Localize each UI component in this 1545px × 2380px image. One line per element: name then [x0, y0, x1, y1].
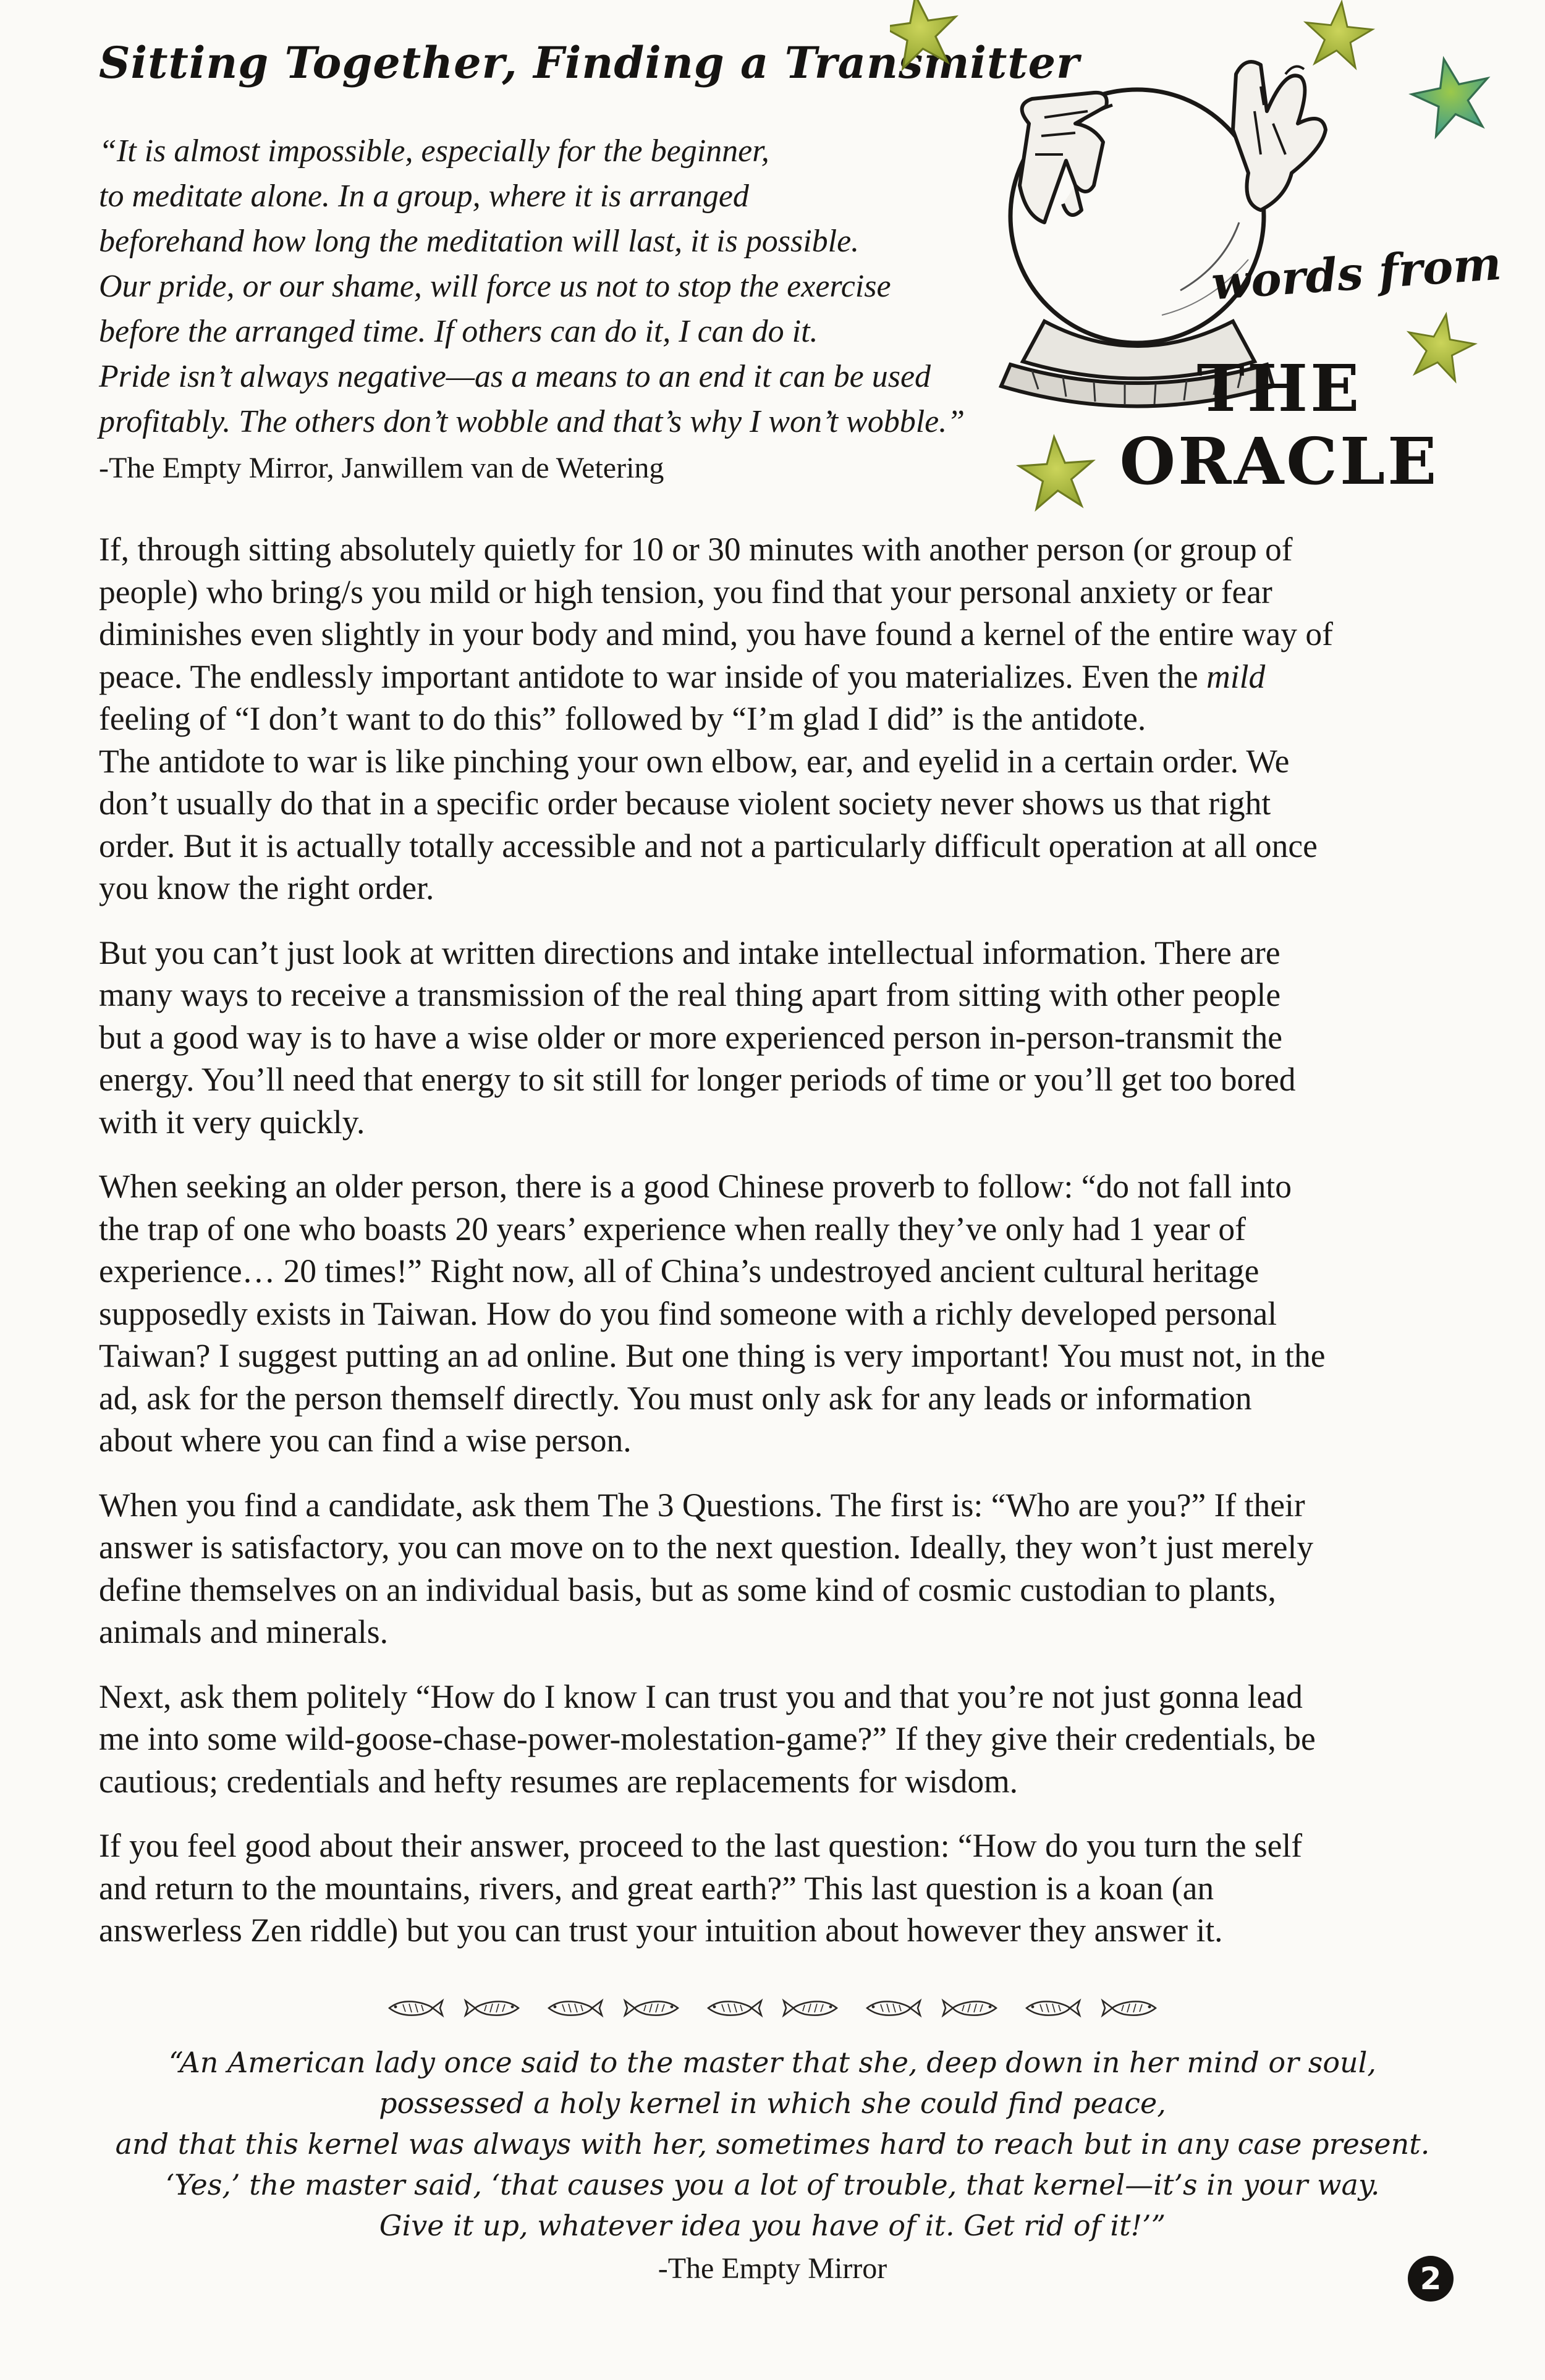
fish-icon	[941, 1994, 1002, 2022]
paragraph: When you find a candidate, ask them The 3 Questions. The first is: “Who are you?” If their answer is satisfactory, you can move on to the next question. Ideally, they won’t just merely define themselves on an individual basis, but as some kind of cosmic custodian to plants, animals and minerals.	[99, 1486, 1314, 1650]
article-body	[99, 528, 1446, 1974]
quote-line: profitably. The others don’t wobble and that’s why I won’t wobble.”	[99, 404, 965, 439]
oracle-heading-line: ORACLE	[1119, 423, 1439, 499]
paragraph: If, through sitting absolutely quietly for 10 or 30 minutes with another person (or group of people) who bring/s you mild or high tension, you find that your personal anxiety or fear diminishes even slightly in your body and mind, you have found a kernel of the entire way of peace. The endlessly important antidote to war inside of you materializes. Even the mild feeling of “I don’t want to do this” followed by “I’m glad I did” is the antidote.	[99, 531, 1333, 737]
fish-icon	[383, 1994, 445, 2022]
quote-attribution: -The Empty Mirror, Janwillem van de Wetering	[99, 452, 664, 484]
star-icon	[1017, 434, 1096, 510]
fish-icon	[781, 1994, 843, 2022]
quote-attribution: -The Empty Mirror	[658, 2252, 887, 2285]
paragraph: Next, ask them politely “How do I know I can trust you and that you’re not just gonna lead me into some wild-goose-chase-power-molestation-game?” If they give their credentials, be cautious; credentials and hefty resumes are replacements for wisdom.	[99, 1677, 1316, 1800]
quote-line: beforehand how long the meditation will last, it is possible.	[99, 224, 860, 259]
fish-icon	[861, 1994, 923, 2022]
fish-icon	[1100, 1994, 1162, 2022]
star-icon	[890, 0, 962, 70]
paragraph: If you feel good about their answer, proceed to the last question: “How do you turn the self and return to the mountains, rivers, and great earth?” This last question is a koan (an answerless Zen riddle) but you can trust your intuition about however they answer it.	[99, 1827, 1303, 1949]
quote-line: and that this kernel was always with her, sometimes hard to reach but in any case present.	[115, 2127, 1430, 2161]
fish-icon	[622, 1994, 684, 2022]
paragraph: But you can’t just look at written directions and intake intellectual information. There are many ways to receive a transmission of the real thing apart from sitting with other people but a good way is to have a wise older or more experienced person in-person-transmit the energy. You’ll need that energy to sit still for longer periods of time or you’ll get too bored with it very quickly.	[99, 934, 1296, 1141]
quote-line: before the arranged time. If others can do it, I can do it.	[99, 314, 818, 349]
fish-icon	[1020, 1994, 1082, 2022]
quote-line: ‘Yes,’ the master said, ‘that causes you a lot of trouble, that kernel—it’s in your way.	[165, 2168, 1380, 2201]
quote-line: Our pride, or our shame, will force us not to stop the exercise	[99, 269, 891, 304]
star-icon	[1302, 0, 1375, 69]
fish-icon	[702, 1994, 764, 2022]
star-icon	[1406, 51, 1497, 139]
opening-quote	[99, 129, 976, 491]
quote-line: Give it up, whatever idea you have of it. Get rid of it!’”	[379, 2209, 1166, 2242]
paragraph: When seeking an older person, there is a good Chinese proverb to follow: “do not fall into the trap of one who boasts 20 years’ experience when really they’ve only had 1 year of experience… 20 times!” Right now, all of China’s undestroyed ancient cultural heritage supposedly exists in Taiwan. How do you find someone with a richly developed personal Taiwan? I suggest putting an ad online. But one thing is very important! You must not, in the ad, ask for the person themself directly. You must only ask for any leads or information about where you can find a wise person.	[99, 1168, 1326, 1459]
fish-divider	[383, 1990, 1162, 2027]
quote-line: “It is almost impossible, especially for the beginner,	[99, 133, 769, 169]
oracle-heading-line: THE	[1196, 350, 1362, 426]
article-title: Sitting Together, Finding a Transmitter	[99, 37, 1080, 88]
quote-line: “An American lady once said to the master that she, deep down in her mind or soul,	[169, 2046, 1376, 2079]
quote-line: to meditate alone. In a group, where it is arranged	[99, 179, 749, 214]
page-number: 2	[1408, 2256, 1454, 2302]
fish-icon	[543, 1994, 604, 2022]
quote-line: Pride isn’t always negative—as a means to an end it can be used	[99, 359, 931, 394]
oracle-heading	[1106, 352, 1452, 498]
emphasis: mild	[1206, 657, 1266, 695]
oracle-subtitle: words from	[1209, 237, 1504, 311]
fish-icon	[463, 1994, 525, 2022]
closing-quote	[93, 2042, 1452, 2289]
paragraph: The antidote to war is like pinching your own elbow, ear, and eyelid in a certain order. We don’t usually do that in a specific order because violent society never shows us that right order. But it is actually totally accessible and not a particularly difficult operation at all once you know the right order.	[99, 742, 1318, 906]
quote-line: possessed a holy kernel in which she could find peace,	[379, 2087, 1166, 2120]
